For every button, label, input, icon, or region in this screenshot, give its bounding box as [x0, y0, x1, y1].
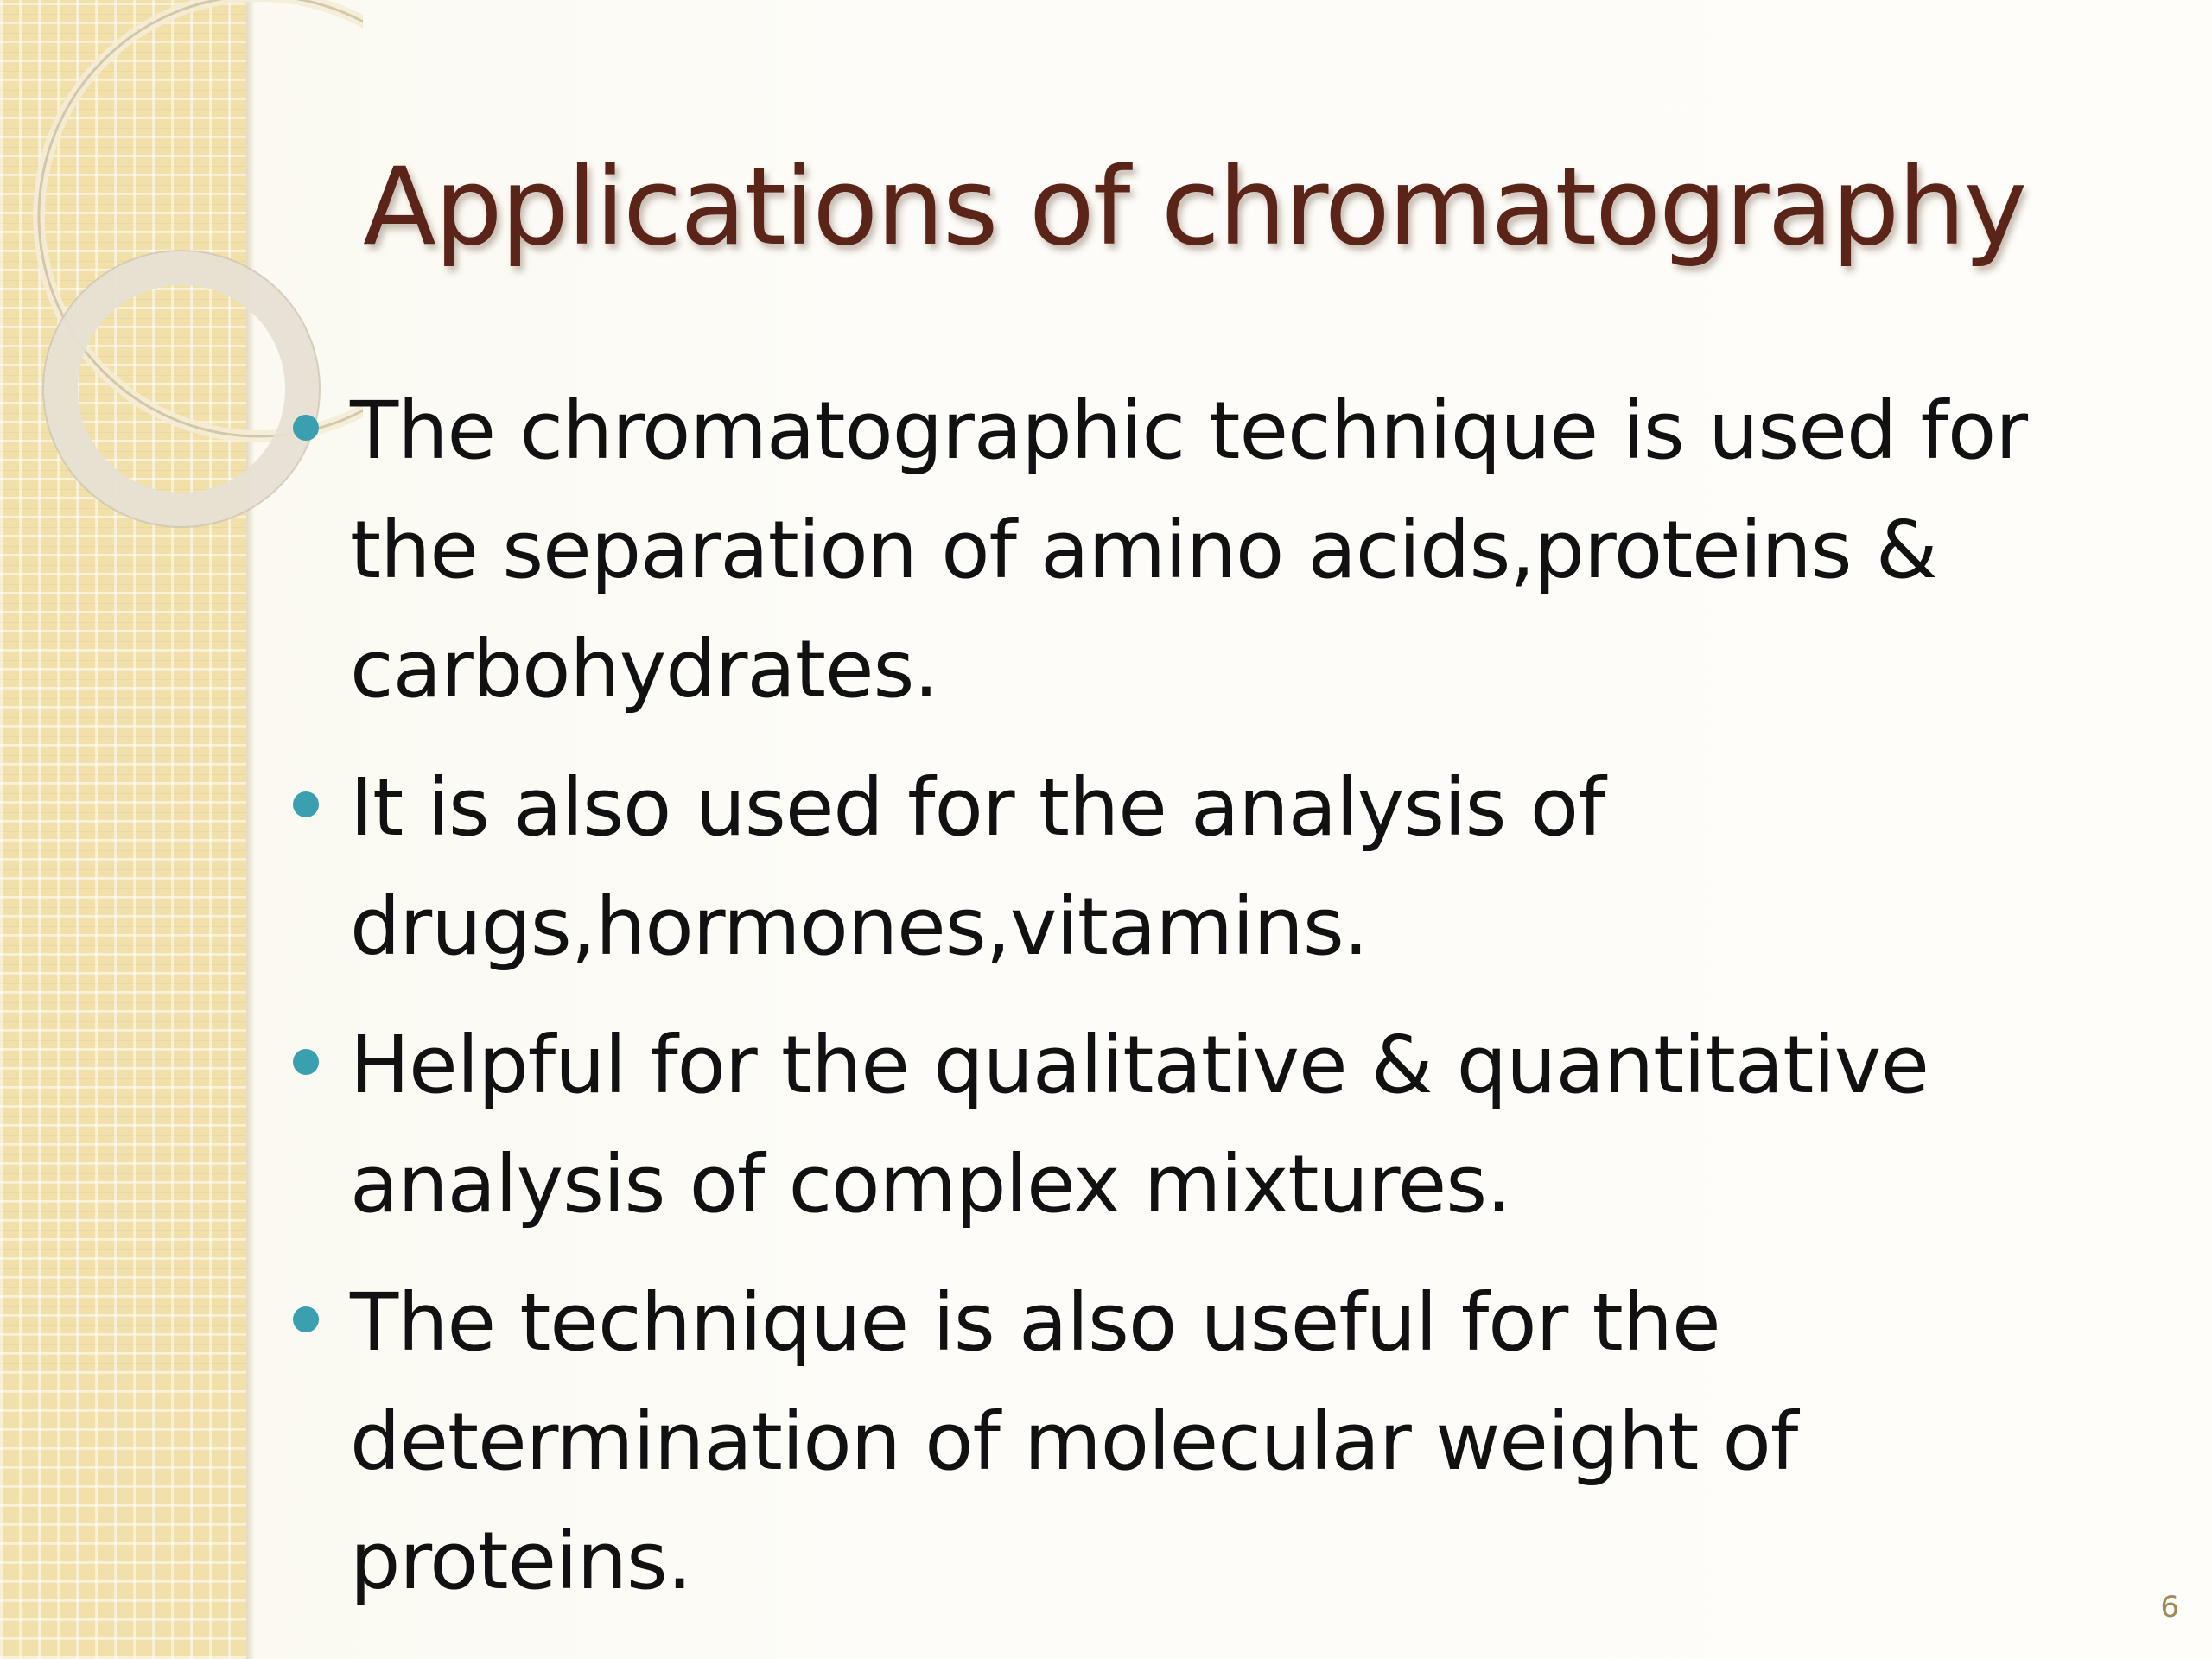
bullet-text: It is also used for the analysis of drugs,hormones,vitamins.: [350, 761, 1605, 973]
bullet-text: The technique is also useful for the determination of molecular weight of proteins.: [350, 1276, 1798, 1607]
decorative-rings-icon: [0, 0, 363, 605]
bullet-dot-icon: [293, 1306, 319, 1332]
bullet-dot-icon: [293, 415, 319, 441]
slide-title: Applications of chromatography: [363, 145, 2026, 270]
bullet-item: [350, 1263, 2121, 1621]
slide-number: 6: [2160, 1590, 2179, 1624]
bullet-dot-icon: [293, 1049, 319, 1075]
bullet-list: [350, 372, 2121, 1640]
bullet-item: [350, 372, 2121, 729]
bullet-text: Helpful for the qualitative & quantitative analysis of complex mixtures.: [350, 1019, 1929, 1230]
bullet-text: The chromatographic technique is used for the separation of amino acids,proteins & carbohydrates.: [350, 385, 2028, 715]
bullet-dot-icon: [293, 791, 319, 817]
bullet-item: [350, 748, 2121, 987]
bullet-item: [350, 1006, 2121, 1244]
